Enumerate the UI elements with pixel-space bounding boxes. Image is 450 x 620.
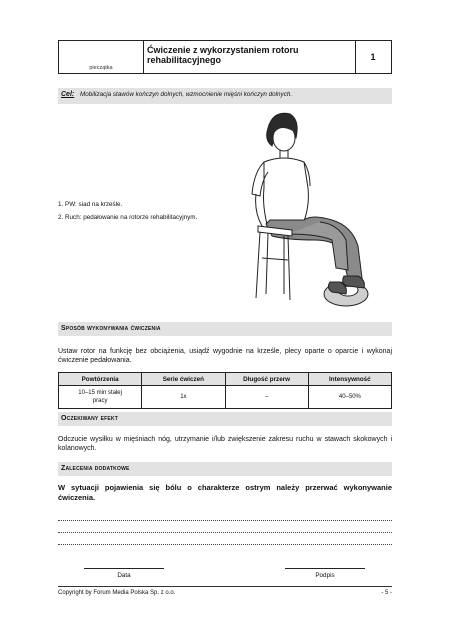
date-line[interactable] xyxy=(84,568,164,569)
note-line-3[interactable] xyxy=(58,544,392,545)
col-header-breaks: Długość przerw xyxy=(225,373,308,386)
effect-heading: Oczekiwany efekt xyxy=(61,415,118,422)
method-text: Ustaw rotor na funkcję bez obciążenia, usiądź wygodnie na krześle, plecy oparte o oparcie i wykonaj ćwiczenie pedałowania. xyxy=(58,348,392,364)
step-1: 1. PW: siad na krześle. xyxy=(58,201,123,208)
signature-label: Podpis xyxy=(315,572,335,579)
header-table xyxy=(58,40,392,74)
col-header-series: Serie ćwiczeń xyxy=(142,373,225,386)
table-header-row xyxy=(59,373,392,386)
table-row xyxy=(59,386,392,409)
note-line-2[interactable] xyxy=(58,532,392,533)
stamp-cell xyxy=(59,41,144,73)
method-heading: Sposób wykonywania ćwiczenia xyxy=(61,325,161,332)
cell-series: 1x xyxy=(142,386,225,409)
parameters-table xyxy=(58,372,392,409)
title-cell xyxy=(143,41,356,73)
cell-breaks: – xyxy=(225,386,308,409)
footer-divider xyxy=(58,586,392,587)
step-2: 2. Ruch: pedałowanie na rotorze rehabilitacyjnym. xyxy=(58,214,198,221)
goal-text: Mobilizacja stawów kończyn dolnych, wzmocnienie mięśni kończyn dolnych. xyxy=(80,91,293,98)
recommend-band xyxy=(58,462,392,476)
note-line-1[interactable] xyxy=(58,520,392,521)
col-header-repetitions: Powtórzenia xyxy=(59,373,142,386)
cell-repetitions: 10–15 min stałej pracy xyxy=(59,386,142,409)
page-number: - 5 - xyxy=(381,590,392,596)
effect-band xyxy=(58,412,392,426)
method-band xyxy=(58,322,392,336)
signature-line[interactable] xyxy=(285,568,365,569)
effect-text: Odczucie wysiłku w mięśniach nóg, utrzymanie i/lub zwiększenie zakresu ruchu w stawach skokowych i kolanowych. xyxy=(58,436,392,452)
stamp-label: pieczątka xyxy=(89,65,113,71)
exercise-title: Ćwiczenie z wykorzystaniem rotoru rehabilitacyjnego xyxy=(147,45,299,65)
cell-intensity: 40–50% xyxy=(308,386,391,409)
goal-label: Cel: xyxy=(61,91,75,98)
exercise-illustration xyxy=(228,108,398,314)
date-label: Data xyxy=(117,572,131,579)
warning-text: W sytuacji pojawienia się bólu o charakterze ostrym należy przerwać wykonywanie ćwiczenia. xyxy=(58,483,392,502)
copyright: Copyright by Forum Media Polska Sp. z o.o. xyxy=(58,590,176,596)
recommend-heading: Zalecenia dodatkowe xyxy=(61,465,130,472)
exercise-number: 1 xyxy=(370,52,376,62)
goal-band xyxy=(58,88,392,104)
col-header-intensity: Intensywność xyxy=(308,373,391,386)
